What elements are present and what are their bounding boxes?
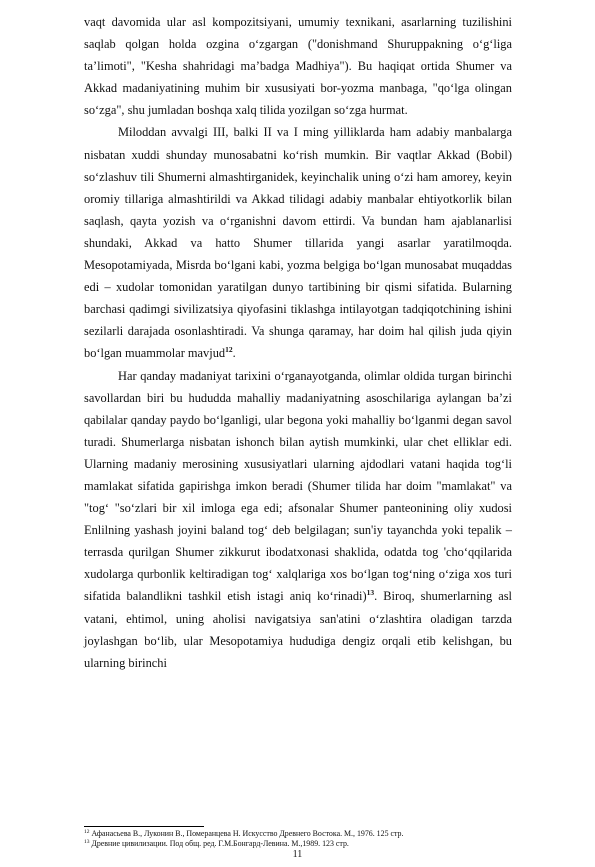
paragraph-2 (84, 121, 512, 364)
paragraph-2-end: . (232, 346, 236, 361)
paragraph-3 (84, 365, 512, 674)
footnote-separator (84, 826, 204, 827)
footnote-number: 13 (84, 839, 90, 845)
paragraph-1: vaqt davomida ular asl kompozitsiyani, umumiy texnikani, asarlarning tuzilishini saqlab qolgan holda ozgina o‘zgargan ("donishmand Shuruppakning o‘g‘liga ta’limoti", "Kesha shahridagi ma’badga Madhiya"). Bu haqiqat ortida Shumer va Akkad madaniyatining muhim bir xususiyati bor-yozma manbaga, "qo‘lga olingan so‘zga", shu jumladan boshqa xalq tilida yozilgan so‘zga hurmat. (84, 15, 512, 118)
paragraph-3-text: Har qanday madaniyat tarixini o‘rganayotganda, olimlar oldida turgan birinchi savollardan biri bu hududda mahalliy madaniyatning asoschilariga aylangan ba’zi qabilalar qanday paydo bo‘lganligi, ular begona yoki mahalliy bo‘lganmi degan savol turadi. Shumerlarga nisbatan ishonch bilan aytish mumkinki, ular chet elliklar edi. Ularning madaniy merosining xususiyatlari ularning ajdodlari vatani haqida tog‘li mamlakat sifatida gapirishga imkon beradi (Shumer tilida har doim "mamlakat" va "tog‘ "so‘zlari bir xil imloga ega edi; afsonalar Shumer panteonining oliy xudosi Enlilning yashash joyini baland tog‘ deb belgilagan; sun'iy tayanchda yoki tepalik – terrasda qurilgan Shumer zikkurut ibodatxonasi shaklida, odatda tog 'cho‘qqilarida xudolarga qurbonlik keltiradigan tog‘ xalqlariga xos bo‘lgan tog‘ning o‘ziga xos turi sifatida balandlikni tashkil etish istagi aniq ko‘rinadi) (84, 368, 512, 604)
footnote-ref-13[interactable]: 13 (366, 588, 375, 598)
footnote-13 (84, 839, 514, 849)
footnote-text: Древние цивилизации. Под общ. ред. Г.М.Бонгард-Левина. М.,1989. 123 стр. (89, 839, 349, 848)
paragraph-2-text: Miloddan avvalgi III, balki II va I ming yilliklarda ham adabiy manbalarga nisbatan xuddi shunday munosabatni ko‘rish mumkin. Bir vaqtlar Akkad (Bobil) so‘zlashuv tili Shumerni almashtirganidek, keyinchalik uning o‘zi ham amorey, keyin oromiy tillariga almashtirildi va Akkad tilidagi adabiy manbalar ehtiyotkorlik bilan saqlash, qayta yozish va o‘rganishni davom ettirdi. Va bundan ham ajablanarlisi shundaki, Akkad va hatto Shumer tillarida yangi asarlar yaratilmoqda. Mesopotamiyada, Misrda bo‘lgani kabi, yozma belgiga bo‘lgan munosabat muqaddas edi – xudolar tomonidan yaratilgan dunyo tartibining bir qismi sifatida. Bularning barchasi qadimgi sivilizatsiya qiyofasini tiklashga intilayotgan tadqiqotchining ishini sezilarli darajada osonlashtiradi. Va shunga qaramay, har doim hal qilish juda qiyin bo‘lgan muammolar mavjud (84, 125, 512, 361)
document-body (84, 11, 512, 674)
footnote-12 (84, 829, 514, 839)
paragraph-3-rest: . Biroq, shumerlarning asl vatani, ehtimol, uning aholisi navigatsiya san'atini o‘zlashtira oladigan tarzda joylashgan bo‘lib, ular Mesopotamiya hududiga dengiz orqali etib kelishgan, bu ularning birinchi (84, 589, 512, 670)
page-number: 11 (292, 849, 303, 860)
footnote-text: Афанасьева В., Луконин В., Померанцева Н. Искусство Древнего Востока. М., 1976. 125 стр. (89, 829, 404, 838)
footnote-ref-12[interactable]: 12 (225, 345, 233, 355)
footnote-number: 12 (84, 829, 90, 835)
